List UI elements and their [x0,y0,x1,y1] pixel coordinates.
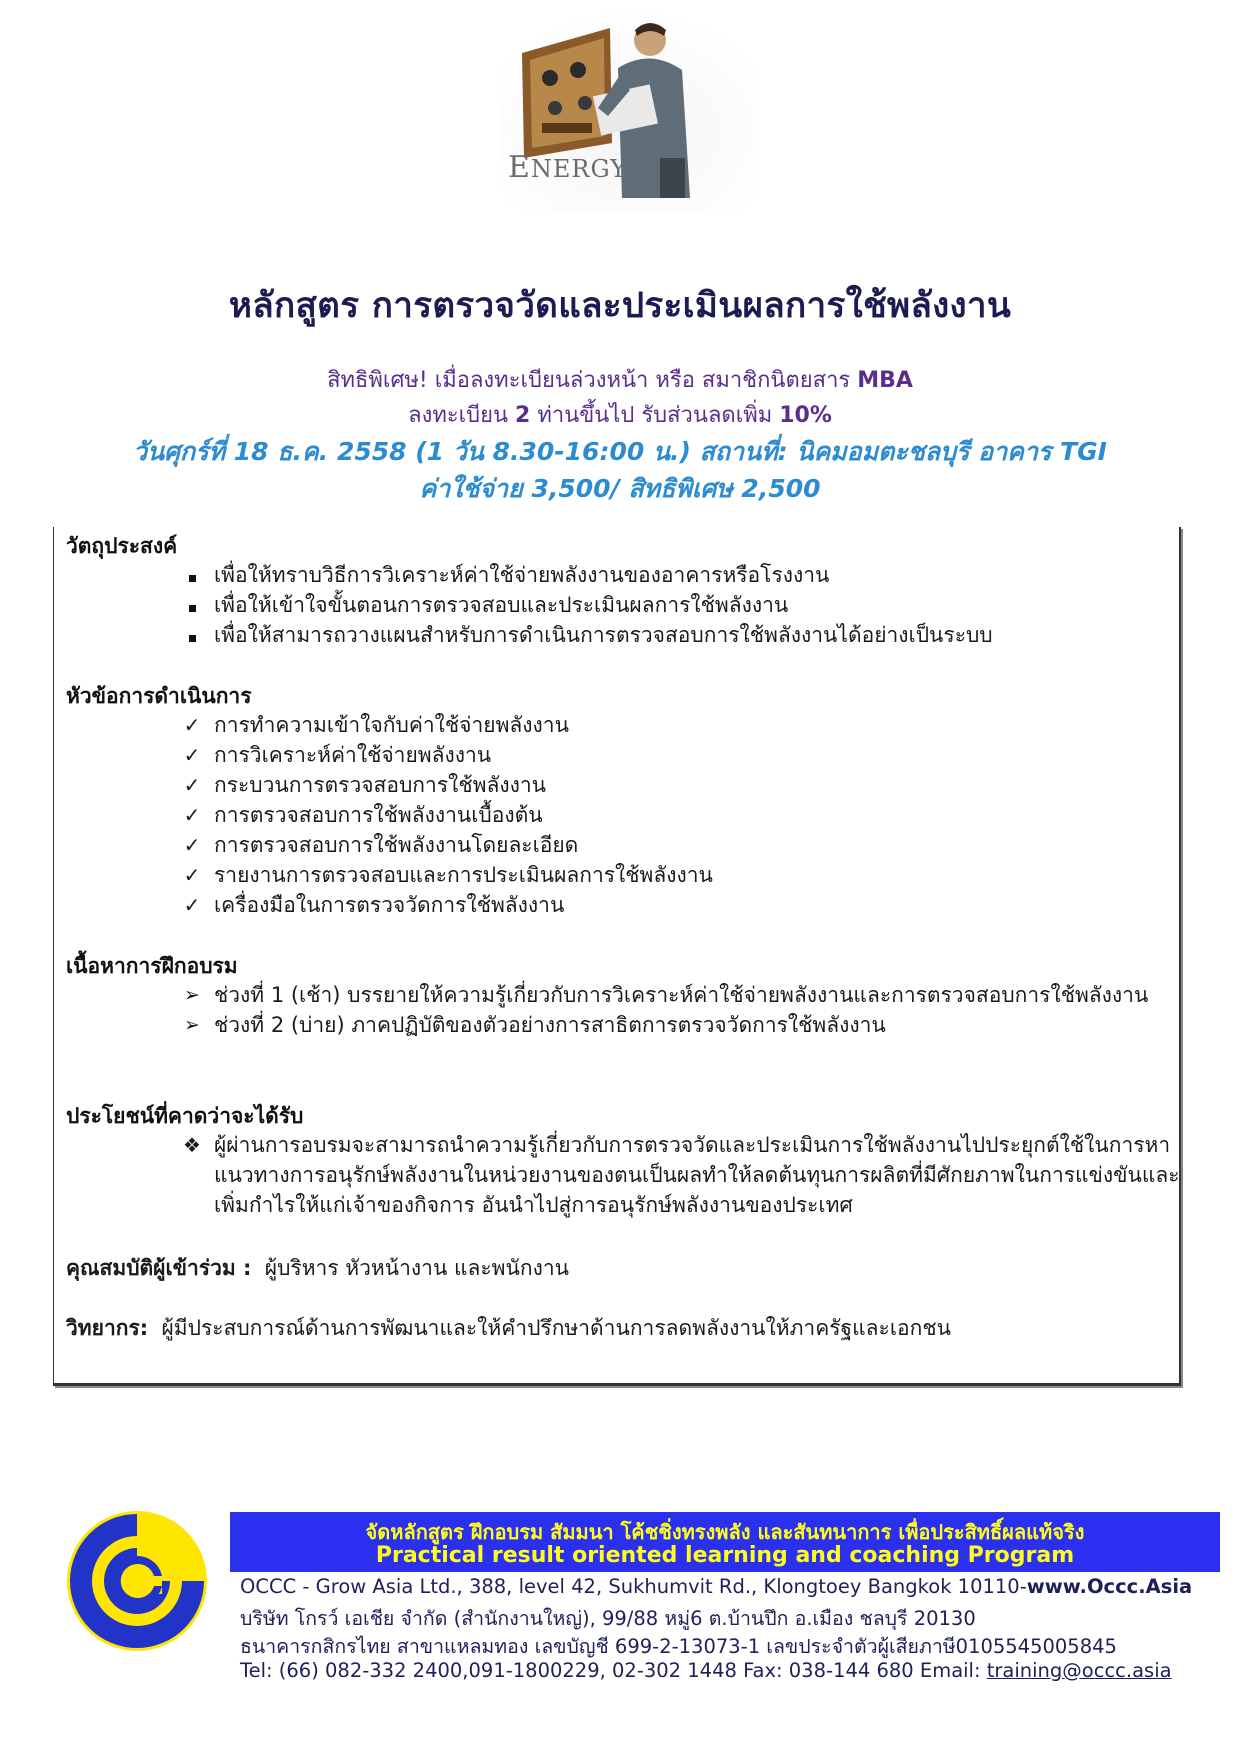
square-bullet-icon [180,590,204,620]
schedule-fee: ค่าใช้จ่าย 3,500/ สิทธิพิเศษ 2,500 [419,474,821,503]
website-link[interactable]: www.Occc.Asia [1026,1575,1193,1598]
list-item: เพื่อให้ทราบวิธีการวิเคราะห์ค่าใช้จ่ายพลังงานของอาคารหรือโรงงาน [180,560,993,590]
banner-thai-text: จัดหลักสูตร ฝึกอบรม สัมมนา โค้ชชิ่งทรงพลัง และสันทนาการ เพื่อประสิทธิ์ผลแท้จริง [365,1520,1085,1544]
square-bullet-icon [180,560,204,590]
list-item: เพื่อให้สามารถวางแผนสำหรับการดำเนินการตรวจสอบการใช้พลังงานได้อย่างเป็นระบบ [180,620,993,650]
list-item: ➢ ช่วงที่ 1 (เช้า) บรรยายให้ความรู้เกี่ยวกับการวิเคราะห์ค่าใช้จ่ายพลังงานและการตรวจสอบการใช้พลังงาน [180,980,1204,1010]
promo-line-1: สิทธิพิเศษ! เมื่อลงทะเบียนล่วงหน้า หรือ สมาชิกนิตยสาร MBA [327,368,913,393]
list-item: ✓ การวิเคราะห์ค่าใช้จ่ายพลังงาน [180,740,713,770]
diamond-bullet-icon: ❖ [183,1133,201,1157]
list-item: ✓ เครื่องมือในการตรวจวัดการใช้พลังงาน [180,890,713,920]
bank-info: ธนาคารกสิกรไทย สาขาแหลมทอง เลขบัญชี 699-2-13073-1 เลขประจำตัวผู้เสียภาษี0105545005845 [240,1635,1117,1658]
list-item: ➢ ช่วงที่ 2 (บ่าย) ภาคปฏิบัติของตัวอย่างการสาธิตการตรวจวัดการใช้พลังงาน [180,1010,1204,1040]
list-item: ✓ การทำความเข้าใจกับค่าใช้จ่ายพลังงาน [180,710,713,740]
arrow-bullet-icon: ➢ [184,1014,200,1036]
email-link[interactable]: training@occc.asia [986,1659,1172,1682]
check-icon: ✓ [183,713,201,737]
occc-logo-icon [64,1508,210,1654]
list-item: เพื่อให้เข้าใจขั้นตอนการตรวจสอบและประเมินผลการใช้พลังงาน [180,590,993,620]
qualification-row: คุณสมบัติผู้เข้าร่วม : ผู้บริหาร หัวหน้างาน และพนักงาน [66,1256,569,1280]
square-bullet-icon [180,620,204,650]
benefits-list [180,1130,1204,1220]
content-list [180,980,1204,1040]
speaker-row: วิทยากร: ผู้มีประสบการณ์ด้านการพัฒนาและให้คำปรึกษาด้านการลดพลังงานให้ภาครัฐและเอกชน [66,1316,951,1340]
course-title: หลักสูตร การตรวจวัดและประเมินผลการใช้พลังงาน [228,286,1012,326]
check-icon: ✓ [183,743,201,767]
topics-list [180,710,713,920]
benefits-heading: ประโยชน์ที่คาดว่าจะได้รับ [66,1104,304,1128]
arrow-bullet-icon: ➢ [184,984,200,1006]
address-thai: บริษัท โกรว์ เอเชีย จำกัด (สำนักงานใหญ่), 99/88 หมู่6 ต.บ้านปึก อ.เมือง ชลบุรี 20130 [240,1607,976,1630]
address-english: OCCC - Grow Asia Ltd., 388, level 42, Sukhumvit Rd., Klongtoey Bangkok 10110-www.Occc.Asia [240,1575,1193,1598]
list-item: ✓ กระบวนการตรวจสอบการใช้พลังงาน [180,770,713,800]
content-heading: เนื้อหาการฝึกอบรม [66,954,238,978]
check-icon: ✓ [183,893,201,917]
objectives-list [180,560,993,650]
check-icon: ✓ [183,803,201,827]
objectives-heading: วัตถุประสงค์ [66,534,178,558]
banner-english-text: Practical result oriented learning and coaching Program [375,1543,1075,1568]
list-item: ✓ รายงานการตรวจสอบและการประเมินผลการใช้พลังงาน [180,860,713,890]
schedule-date: วันศุกร์ที่ 18 ธ.ค. 2558 (1 วัน 8.30-16:00 น.) สถานที่: นิคมอมตะชลบุรี อาคาร TGI [133,437,1107,466]
list-item: ✓ การตรวจสอบการใช้พลังงานเบื้องต้น [180,800,713,830]
contact-info: Tel: (66) 082-332 2400,091-1800229, 02-302 1448 Fax: 038-144 680 Email: training@occc.asia [240,1659,1172,1682]
list-item: ❖ ผู้ผ่านการอบรมจะสามารถนำความรู้เกี่ยวกับการตรวจวัดและประเมินการใช้พลังงานไปประยุกต์ใช้ในการหาแนวทางการอนุรักษ์พลังงานในหน่วยงานของตนเป็นผลทำให้ลดต้นทุนการผลิตที่มีศักยภาพในการแข่งขันและเพิ่มกำไรให้แก่เจ้าของกิจการ อันนำไปสู่การอนุรักษ์พลังงานของประเทศ [180,1130,1204,1220]
promo-line-2: ลงทะเบียน 2 ท่านขึ้นไป รับส่วนลดเพิ่ม 10% [408,403,832,428]
check-icon: ✓ [183,833,201,857]
check-icon: ✓ [183,863,201,887]
energy-caption: ENERGY [508,150,628,185]
list-item: ✓ การตรวจสอบการใช้พลังงานโดยละเอียด [180,830,713,860]
check-icon: ✓ [183,773,201,797]
topics-heading: หัวข้อการดำเนินการ [66,684,252,708]
